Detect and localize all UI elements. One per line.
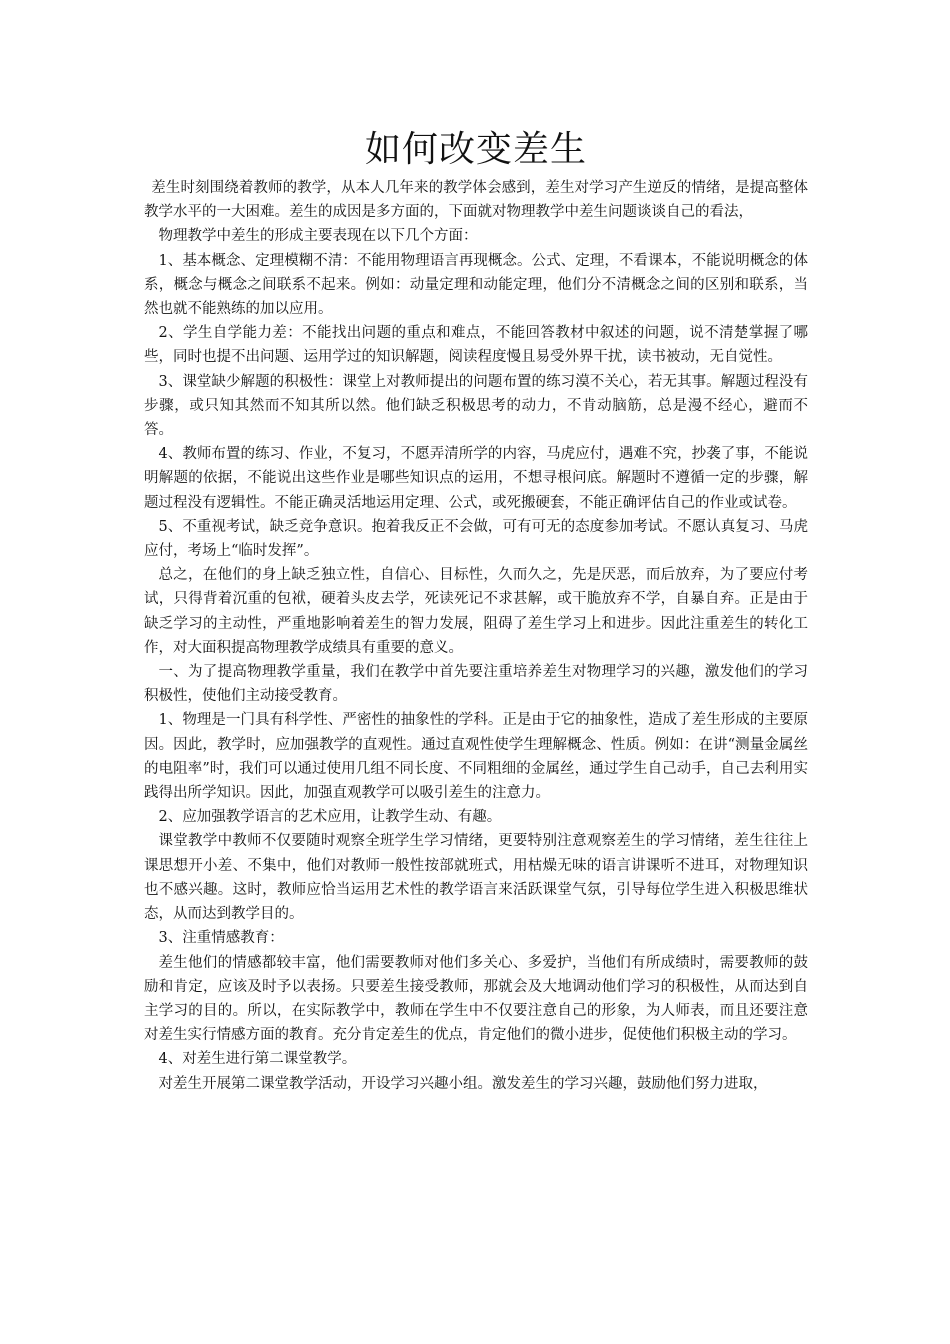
paragraph: 一、为了提高物理教学重量，我们在教学中首先要注重培养差生对物理学习的兴趣，激发他们的学习积极性，使他们主动接受教育。	[144, 664, 808, 705]
paragraph: 4、教师布置的练习、作业，不复习，不愿弄清所学的内容，马虎应付，遇难不究，抄袭了事，不能说明解题的依据，不能说出这些作业是哪些知识点的运用，不想寻根问底。解题时不遵循一定的步骤，解题过程没有逻辑性。不能正确灵活地运用定理、公式，或死搬硬套，不能正确评估自己的作业或试卷。	[144, 446, 808, 511]
paragraph: 4、对差生进行第二课堂教学。	[158, 1051, 357, 1068]
paragraph: 2、应加强教学语言的艺术应用，让教学生动、有趣。	[158, 809, 502, 826]
paragraph: 物理教学中差生的形成主要表现在以下几个方面：	[158, 228, 478, 245]
paragraph: 1、基本概念、定理模糊不清：不能用物理语言再现概念。公式、定理，不看课本，不能说明概念的体系，概念与概念之间联系不起来。例如：动量定理和动能定理，他们分不清概念之间的区别和联系，当然也就不能熟练的加以应用。	[144, 252, 808, 318]
paragraph: 3、注重情感教育：	[158, 930, 284, 947]
paragraph: 课堂教学中教师不仅要随时观察全班学生学习情绪，更要特别注意观察差生的学习情绪，差生往往上课思想开小差、不集中，他们对教师一般性按部就班式，用枯燥无味的语言讲课听不进耳，对物理知识也不感兴趣。这时，教师应恰当运用艺术性的教学语言来活跃课堂气氛，引导每位学生进入积极思维状态，从而达到教学目的。	[144, 833, 808, 923]
paragraph-intro: 差生时刻围绕着教师的教学，从本人几年来的教学体会感到，差生对学习产生逆反的情绪，是提高整体教学水平的一大困难。差生的成因是多方面的，下面就对物理教学中差生问题谈谈自己的看法，	[144, 180, 808, 221]
paragraph: 5、不重视考试，缺乏竞争意识。抱着我反正不会做，可有可无的态度参加考试。不愿认真复习、马虎应付，考场上“临时发挥”。	[144, 518, 808, 560]
paragraph: 对差生开展第二课堂教学活动，开设学习兴趣小组。激发差生的学习兴趣，鼓励他们努力进取，	[158, 1075, 768, 1092]
paragraph: 3、课堂缺少解题的积极性：课堂上对教师提出的问题布置的练习漠不关心，若无其事。解题过程没有步骤，或只知其然而不知其所以然。他们缺乏积极思考的动力，不肯动脑筋，总是漫不经心，避而不答。	[144, 373, 808, 439]
paragraph: 总之，在他们的身上缺乏独立性，自信心、目标性，久而久之，先是厌恶，而后放弃，为了要应付考试，只得背着沉重的包袱，硬着头皮去学，死读死记不求甚解，或干脆放弃不学，自暴自弃。正是由于缺乏学习的主动性，严重地影响着差生的智力发展，阻碍了差生学习上和进步。因此注重差生的转化工作，对大面积提高物理教学成绩具有重要的意义。	[144, 567, 808, 656]
document-title: 如何改变差生	[364, 129, 587, 170]
paragraph: 1、物理是一门具有科学性、严密性的抽象性的学科。正是由于它的抽象性，造成了差生形成的主要原因。因此，教学时，应加强教学的直观性。通过直观性使学生理解概念、性质。例如：在讲“测量金属丝的电阻率”时，我们可以通过使用几组不同长度、不同粗细的金属丝，通过学生自己动手，自己去利用实践得出所学知识。因此，加强直观教学可以吸引差生的注意力。	[144, 712, 808, 802]
paragraph: 差生他们的情感都较丰富，他们需要教师对他们多关心、多爱护，当他们有所成绩时，需要教师的鼓励和肯定，应该及时予以表扬。只要差生接受教师，那就会及大地调动他们学习的积极性，从而达到自主学习的目的。所以，在实际教学中，教师在学生中不仅要注意自己的形象，为人师表，而且还要注意对差生实行情感方面的教育。充分肯定差生的优点，肯定他们的微小进步，促使他们积极主动的学习。	[144, 954, 808, 1044]
document-page	[144, 124, 808, 1096]
paragraph: 2、学生自学能力差：不能找出问题的重点和难点，不能回答教材中叙述的问题，说不清楚掌握了哪些，同时也提不出问题、运用学过的知识解题，阅读程度慢且易受外界干扰，读书被动，无自觉性。	[144, 325, 808, 366]
